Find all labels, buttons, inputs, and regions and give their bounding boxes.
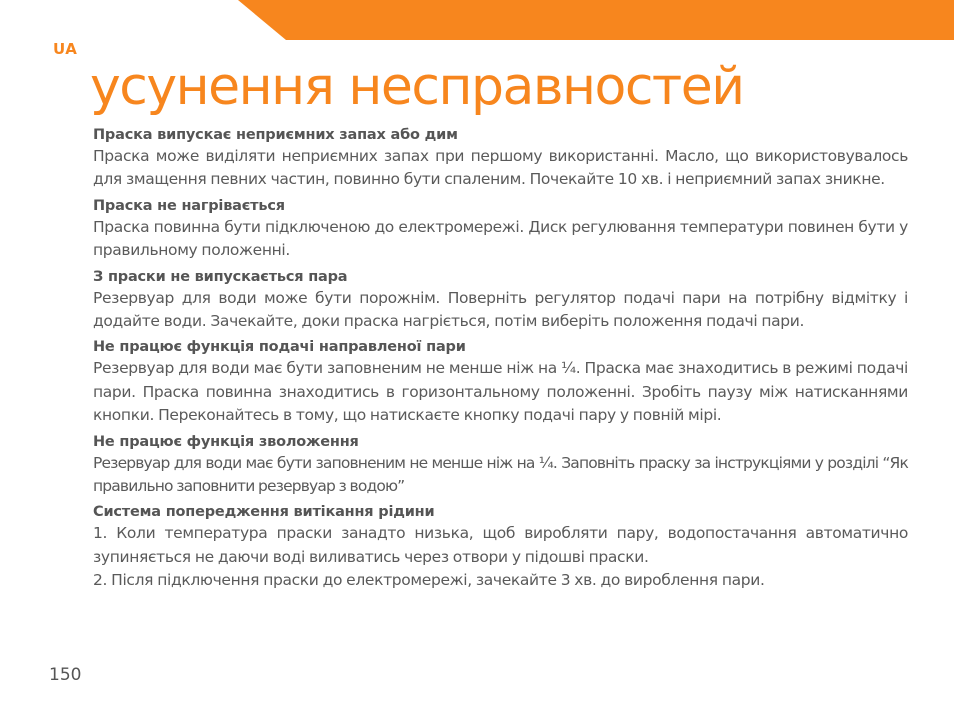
section-no-heating: [93, 197, 908, 263]
language-code: UA: [53, 40, 78, 58]
section-paragraph: Праска повинна бути підключеною до електромережі. Диск регулювання температури повинен бути у правильному положенні.: [93, 217, 908, 260]
section-paragraph: Праска може виділяти неприємних запах при першому використанні. Масло, що використовувалось для змащення певних частин, повинно бути спаленим. Почекайте 10 хв. і неприємний запах зникне.: [93, 147, 908, 189]
troubleshooting-content: [93, 126, 908, 598]
section-paragraph: Резервуар для води має бути заповненим не менше ніж на ¼. Праска має знаходитись в режимі подачі пари. Праска повинна знаходитись в горизонтальному положенні. Зробіть паузу між натисканнями кнопки. Переконайтесь в тому, що натискаєте кнопку подачі пару у повній мірі.: [93, 359, 908, 425]
section-paragraph: Резервуар для води може бути порожнім. Поверніть регулятор подачі пари на потрібну відмітку і додайте води. Зачекайте, доки праска нагріється, потім виберіть положення подачі пари.: [93, 288, 908, 331]
section-no-shot-steam: [93, 338, 908, 427]
page-title: усунення несправностей: [90, 57, 744, 117]
section-heading: Праска випускає неприємних запах або дим: [93, 127, 458, 143]
section-heading: Не працює функція зволоження: [93, 433, 359, 450]
section-paragraph: Резервуар для води має бути заповненим не менше ніж на ¼. Заповніть праску за інструкціями у розділі “Як правильно заповнити резервуар з водою”: [93, 453, 908, 496]
section-no-spray: [93, 433, 908, 499]
section-paragraph: 2. Після підключення праски до електромережі, зачекайте 3 хв. до вироблення пари.: [93, 571, 765, 590]
section-heading: Система попередження витікання рідини: [93, 504, 435, 521]
section-no-steam: [93, 268, 908, 334]
page-number: 150: [49, 665, 82, 685]
section-anti-drip: [93, 503, 908, 592]
section-heading: Праска не нагрівається: [93, 197, 285, 214]
section-smell-smoke: [93, 126, 908, 192]
section-paragraph: 1. Коли температура праски занадто низька, щоб виробляти пару, водопостачання автоматично зупиняється не даючи воді виливатись через отвори у підошві праски.: [93, 524, 908, 566]
section-heading: З праски не випускається пара: [93, 268, 348, 285]
section-heading: Не працює функція подачі направленої пари: [93, 339, 466, 356]
top-accent-band: [238, 0, 954, 40]
